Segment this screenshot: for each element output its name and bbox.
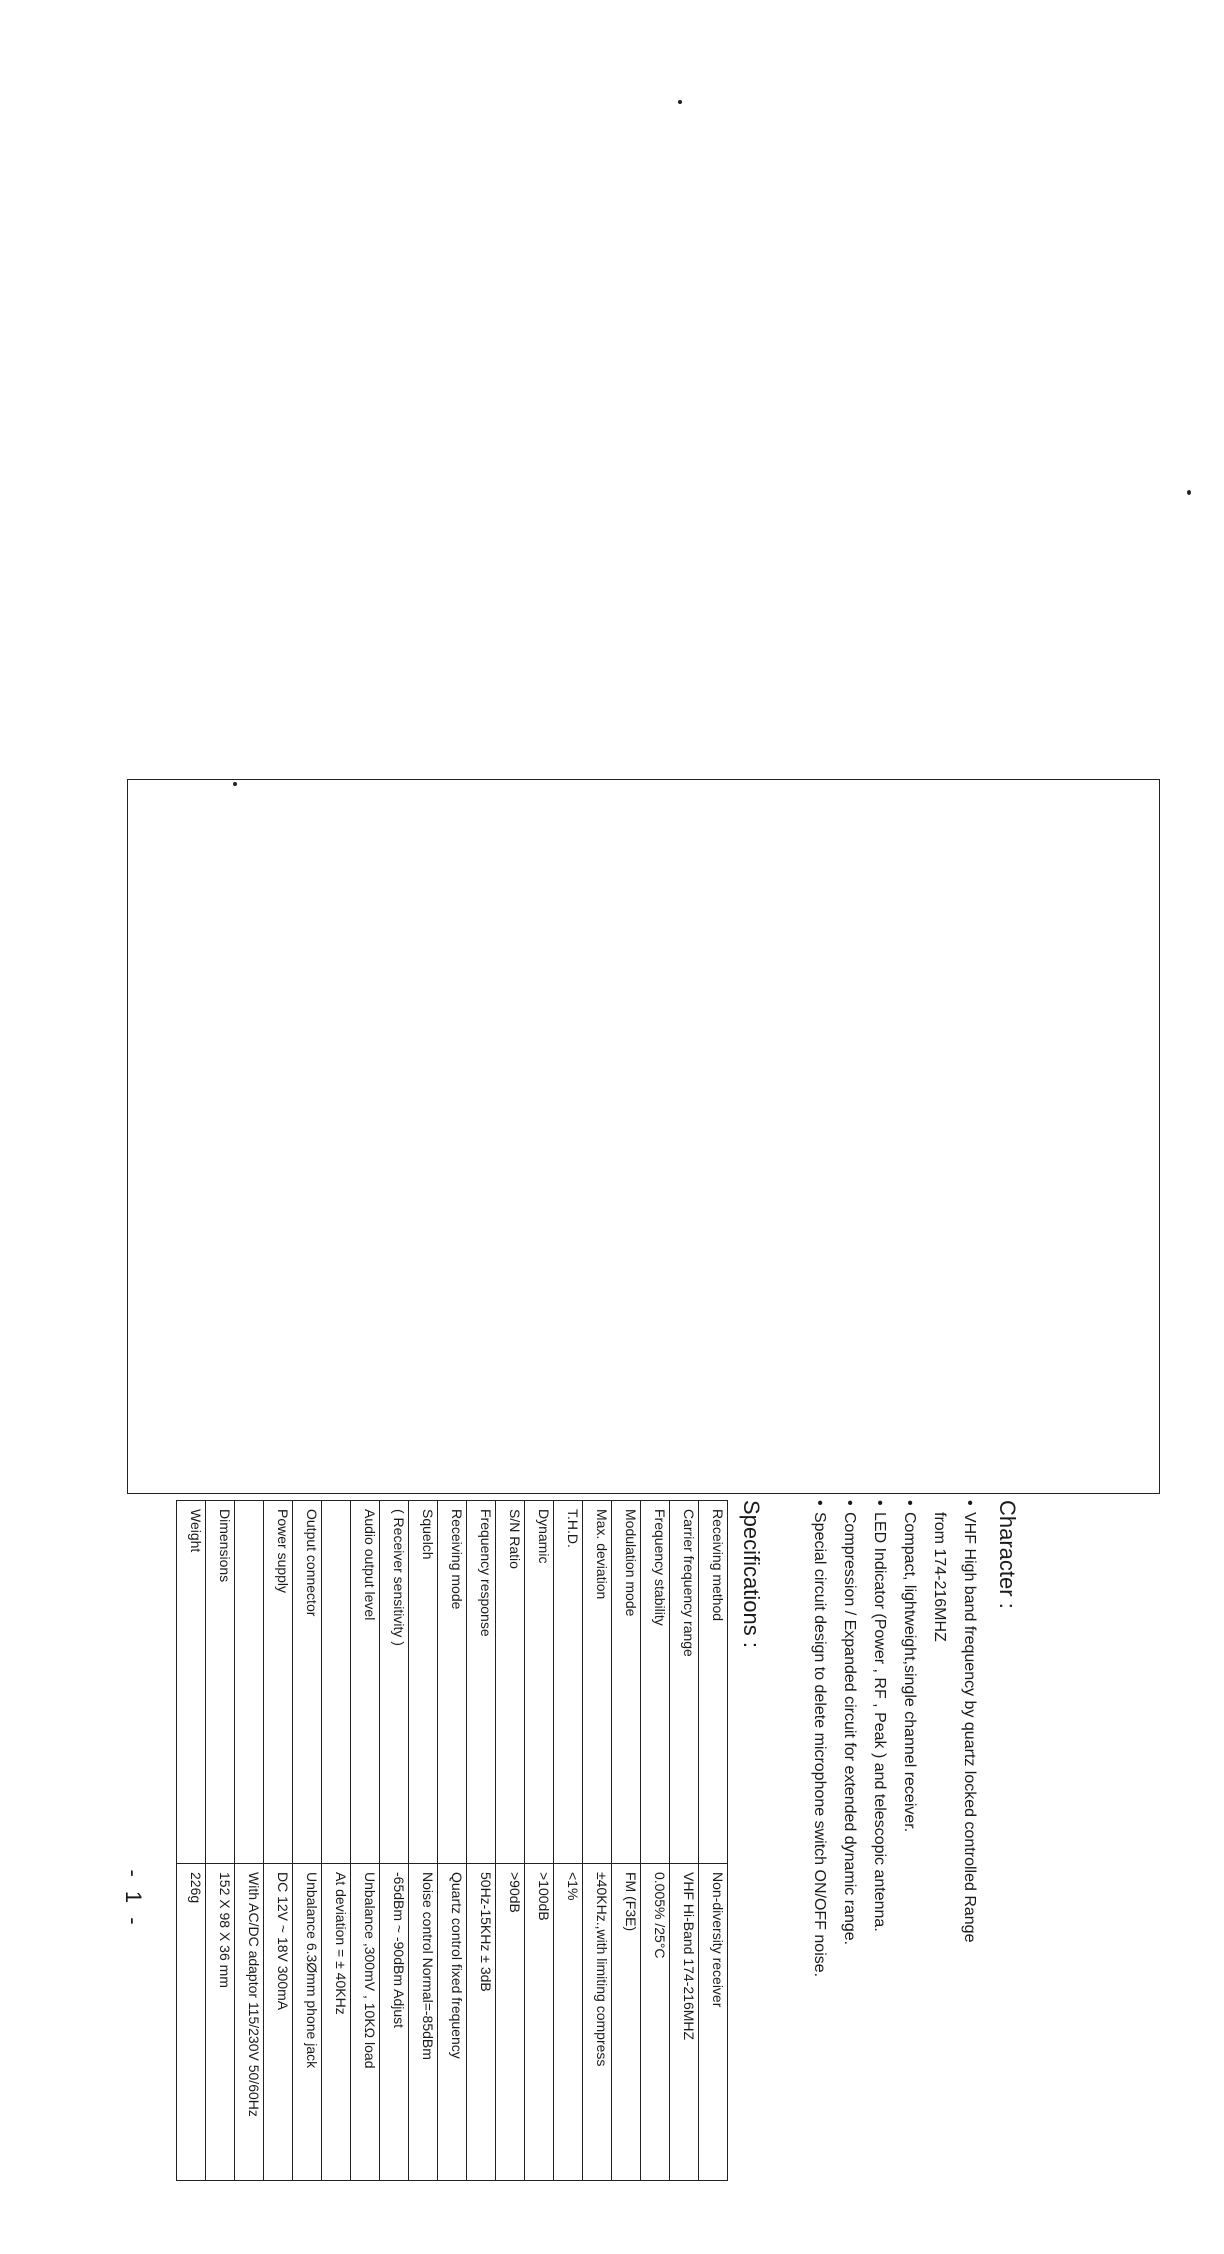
table-row <box>380 1501 409 2181</box>
table-row <box>438 1501 467 2181</box>
character-item <box>834 1500 864 2210</box>
spec-label: Power supply <box>264 1501 293 1864</box>
spec-value: Quartz control fixed frequency <box>438 1864 467 2181</box>
spec-label: Carrier frequency range <box>670 1501 699 1864</box>
spec-label: Dynamic <box>525 1501 554 1864</box>
character-item-text: Compression / Expanded circuit for extended dynamic range. <box>841 1512 858 1946</box>
spec-label: Squelch <box>409 1501 438 1864</box>
spec-value: 152 X 98 X 36 mm <box>206 1864 235 2181</box>
spec-value: Non-diversity receiver <box>699 1864 728 2181</box>
spec-value: Unbalance ,300mV , 10KΩ load <box>351 1864 380 2181</box>
character-list <box>804 1500 984 2210</box>
specifications-table-body <box>177 1501 728 2181</box>
table-row <box>351 1501 380 2181</box>
spec-label: T.H.D. <box>554 1501 583 1864</box>
table-row <box>641 1501 670 2181</box>
spec-value: -65dBm ~ -90dBm Adjust <box>380 1864 409 2181</box>
spec-value: <1% <box>554 1864 583 2181</box>
spec-value: With AC/DC adaptor 115/230V 50/60Hz <box>235 1864 264 2181</box>
spec-value: 226g <box>177 1864 206 2181</box>
character-item-text: VHF High band frequency by quartz locked controlled Range <box>961 1512 978 1943</box>
spec-value: >100dB <box>525 1864 554 2181</box>
spec-label: Weight <box>177 1501 206 1864</box>
bullet-icon: • <box>901 1500 918 1506</box>
spec-label <box>322 1501 351 1864</box>
content-block <box>121 1500 1020 2210</box>
bullet-icon: • <box>841 1500 858 1506</box>
spec-value: 0.005% /25°C <box>641 1864 670 2181</box>
character-heading: Character : <box>995 1500 1020 1609</box>
table-row <box>409 1501 438 2181</box>
spec-value: ±40KHz.,with limiting compress <box>583 1864 612 2181</box>
character-item <box>924 1500 954 2210</box>
character-item <box>804 1500 834 2210</box>
spec-label: ( Receiver sensitivity ) <box>380 1501 409 1864</box>
table-row <box>322 1501 351 2181</box>
spec-value: >90dB <box>496 1864 525 2181</box>
table-row <box>177 1501 206 2181</box>
table-row <box>293 1501 322 2181</box>
spec-value: DC 12V ~ 18V 300mA <box>264 1864 293 2181</box>
page-number: - 1 - <box>121 1869 146 1929</box>
table-row <box>206 1501 235 2181</box>
table-row <box>699 1501 728 2181</box>
character-item <box>864 1500 894 2210</box>
table-row <box>496 1501 525 2181</box>
character-item <box>894 1500 924 2210</box>
table-row <box>235 1501 264 2181</box>
spec-label: Dimensions <box>206 1501 235 1864</box>
bullet-icon: • <box>961 1500 978 1506</box>
spec-value: Unbalance 6.3Ømm phone jack <box>293 1864 322 2181</box>
table-row <box>467 1501 496 2181</box>
character-item-text: LED Indicator (Power , RF , Peak ) and telescopic antenna. <box>871 1512 888 1932</box>
table-row <box>554 1501 583 2181</box>
scan-speck <box>678 100 682 104</box>
spec-label: Audio output level <box>351 1501 380 1864</box>
spec-label: Output connector <box>293 1501 322 1864</box>
table-row <box>612 1501 641 2181</box>
spec-value: Noise control Normal=-85dBm <box>409 1864 438 2181</box>
scan-speck <box>1187 490 1191 495</box>
spec-label: Frequency response <box>467 1501 496 1864</box>
spec-label: Receiving mode <box>438 1501 467 1864</box>
spec-label <box>235 1501 264 1864</box>
bullet-icon: • <box>871 1500 888 1506</box>
character-item-text: Compact, lightweight,single channel receiver. <box>901 1512 918 1833</box>
spec-value: FM (F3E) <box>612 1864 641 2181</box>
spec-value: VHF Hi-Band 174-216MHZ <box>670 1864 699 2181</box>
table-row <box>264 1501 293 2181</box>
spec-label: Receiving method <box>699 1501 728 1864</box>
character-item-text: Special circuit design to delete microphone switch ON/OFF noise. <box>811 1512 828 1978</box>
spec-label: S/N Ratio <box>496 1501 525 1864</box>
spec-value: At deviation = ± 40KHz <box>322 1864 351 2181</box>
page-frame <box>127 779 1160 1494</box>
specifications-table <box>176 1500 728 2181</box>
table-row <box>525 1501 554 2181</box>
specifications-heading: Specifications : <box>739 1500 764 1648</box>
spec-label: Max. deviation <box>583 1501 612 1864</box>
spec-value: 50Hz-15KHz ± 3dB <box>467 1864 496 2181</box>
table-row <box>583 1501 612 2181</box>
table-row <box>670 1501 699 2181</box>
character-item-text: from 174-216MHZ <box>931 1512 948 1642</box>
spec-label: Modulation mode <box>612 1501 641 1864</box>
character-item <box>954 1500 984 2210</box>
rotated-content <box>121 1500 1020 2210</box>
bullet-icon: • <box>811 1500 828 1506</box>
spec-label: Frequency stability <box>641 1501 670 1864</box>
